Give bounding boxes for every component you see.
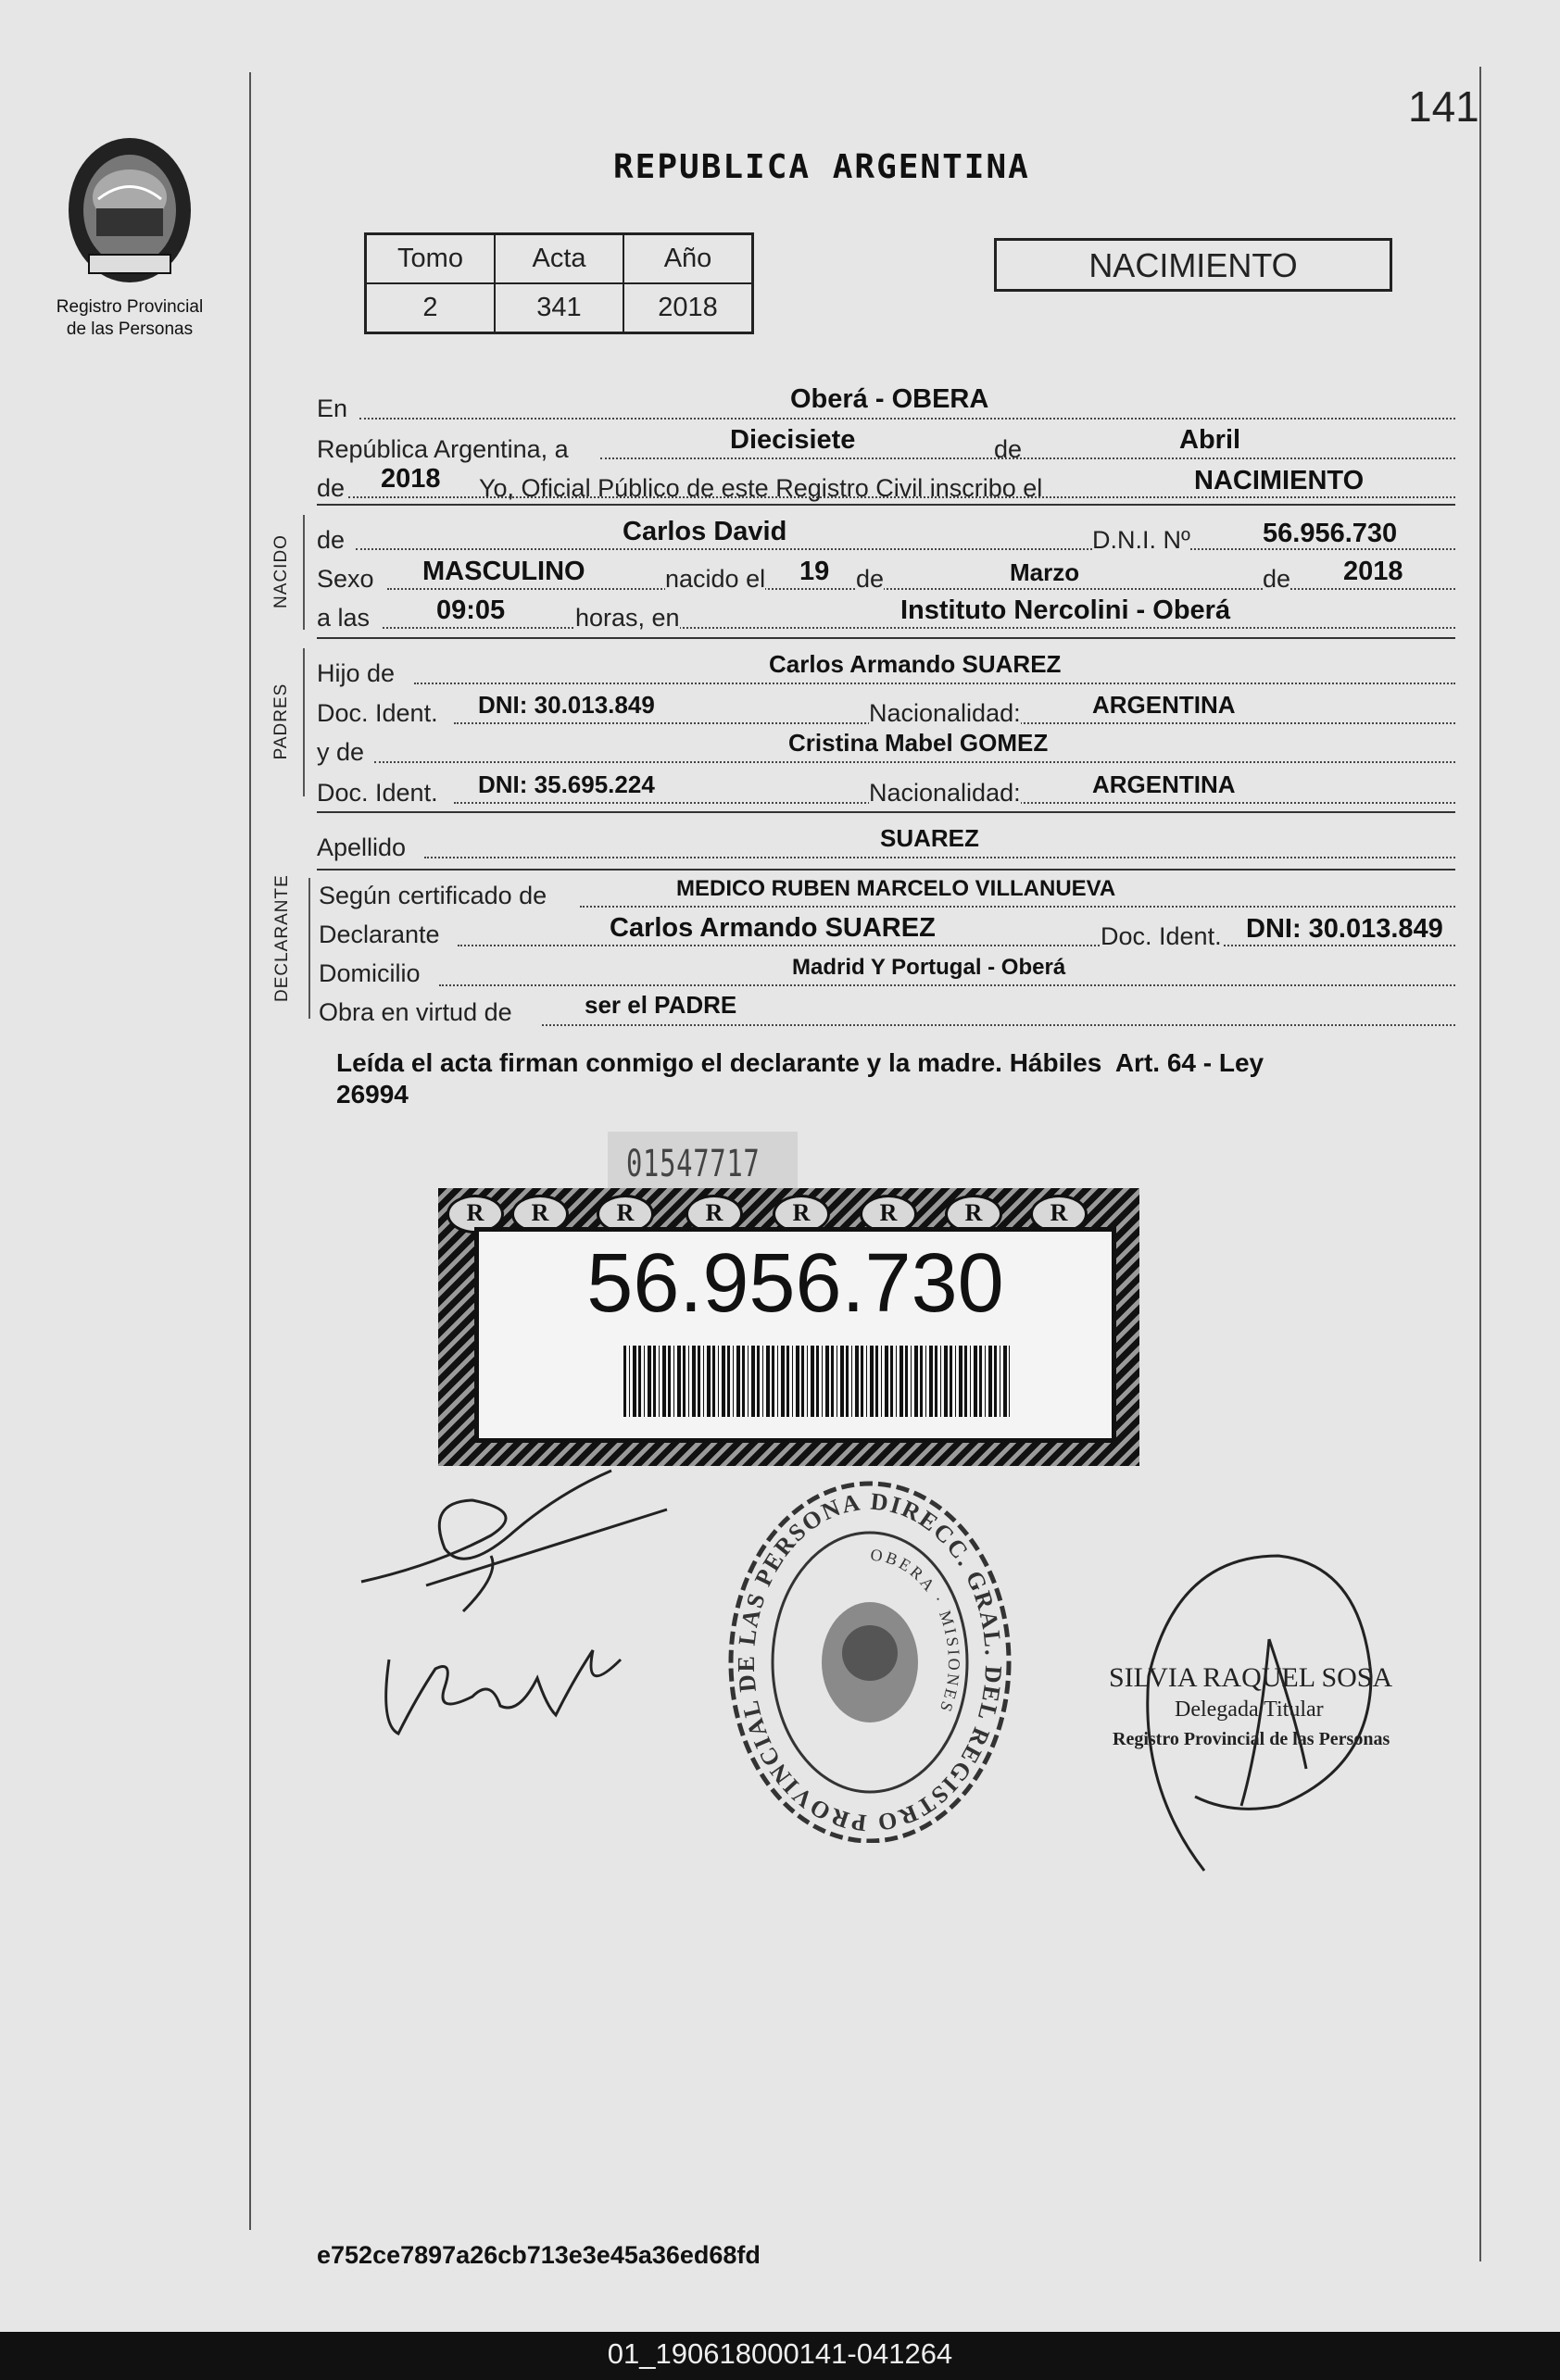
official-seal xyxy=(724,1472,1015,1843)
obra-label: Obra en virtud de xyxy=(319,998,512,1026)
mother-name: Cristina Mabel GOMEZ xyxy=(788,729,1049,757)
ano-header: Año xyxy=(623,234,753,284)
birth-de-label: de xyxy=(856,565,885,593)
r-mark-7: R xyxy=(945,1195,1002,1234)
r-mark-6: R xyxy=(860,1195,917,1234)
dni-label: D.N.I. Nº xyxy=(1092,526,1190,554)
ano-value: 2018 xyxy=(623,283,753,333)
officer-name: SILVIA RAQUEL SOSA xyxy=(1109,1662,1393,1693)
birth-de-label-2: de xyxy=(1263,565,1291,593)
serial-stamp: 01547717 xyxy=(626,1143,761,1185)
nacido-divider xyxy=(303,515,305,630)
en-label: En xyxy=(317,395,348,422)
r-mark-8: R xyxy=(1030,1195,1088,1234)
mother-doc-label: Doc. Ident. xyxy=(317,779,438,807)
registry-table xyxy=(364,232,754,334)
tomo-header: Tomo xyxy=(366,234,496,284)
year: 2018 xyxy=(381,464,441,494)
nacido-label: NACIDO xyxy=(271,534,291,608)
domicilio: Madrid Y Portugal - Oberá xyxy=(792,955,1066,980)
acta-header: Acta xyxy=(495,234,623,284)
hijo-de-label: Hijo de xyxy=(317,659,396,687)
father-doc: DNI: 30.013.849 xyxy=(478,691,655,719)
place: Oberá - OBERA xyxy=(790,384,989,414)
apellido-label: Apellido xyxy=(317,833,407,861)
closing-text-2: 26994 xyxy=(336,1080,409,1109)
tomo-value: 2 xyxy=(366,283,496,333)
record-kind: NACIMIENTO xyxy=(1194,466,1365,495)
day: Diecisiete xyxy=(730,425,856,455)
r-mark-1: R xyxy=(447,1195,504,1234)
footer-id: 01_190618000141-041264 xyxy=(607,2337,953,2370)
child-name: Carlos David xyxy=(623,517,787,546)
officer-office: Registro Provincial de las Personas xyxy=(1113,1729,1390,1749)
logo-caption-1: Registro Provincial xyxy=(56,297,204,317)
republica-label: República Argentina, a xyxy=(317,435,569,463)
a-las-label: a las xyxy=(317,604,371,632)
province-logo xyxy=(61,132,198,288)
padres-label: PADRES xyxy=(271,683,291,760)
horas-label: horas, en xyxy=(575,604,680,632)
declarante-divider xyxy=(308,878,310,1019)
r-mark-3: R xyxy=(597,1195,654,1234)
r-mark-2: R xyxy=(511,1195,569,1234)
r-mark-4: R xyxy=(686,1195,743,1234)
de-label-1: de xyxy=(994,435,1023,463)
domicilio-label: Domicilio xyxy=(319,959,421,987)
father-doc-label: Doc. Ident. xyxy=(317,699,438,727)
de-label-2: de xyxy=(317,474,346,502)
mother-signature xyxy=(371,1622,648,1752)
month: Abril xyxy=(1179,425,1241,455)
declarante-doc-label: Doc. Ident. xyxy=(1101,922,1222,950)
right-margin-line xyxy=(1479,67,1481,2261)
country-title: REPUBLICA ARGENTINA xyxy=(613,148,1030,186)
padres-divider xyxy=(303,648,305,796)
y-de-label: y de xyxy=(317,738,365,766)
birth-month: Marzo xyxy=(1010,558,1080,586)
nacido-de-label: de xyxy=(317,526,346,554)
declarante-doc: DNI: 30.013.849 xyxy=(1246,914,1443,944)
mother-nationality: ARGENTINA xyxy=(1092,770,1236,798)
father-nat-label: Nacionalidad: xyxy=(869,699,1021,727)
seal-outer-text: DIRECC. GRAL. DEL REGISTRO PROVINCIAL DE LAS PERSONA xyxy=(732,1487,1008,1837)
sexo: MASCULINO xyxy=(422,557,585,586)
record-type-box: NACIMIENTO xyxy=(994,238,1392,292)
father-name: Carlos Armando SUAREZ xyxy=(769,650,1062,678)
nacido-el-label: nacido el xyxy=(665,565,766,593)
left-margin-line xyxy=(249,72,251,2230)
officer-title: Delegada Titular xyxy=(1175,1697,1324,1722)
r-mark-5: R xyxy=(773,1195,830,1234)
id-sticker-number: 56.956.730 xyxy=(586,1237,1004,1330)
birth-place: Instituto Nercolini - Oberá xyxy=(900,595,1231,625)
acta-value: 341 xyxy=(495,283,623,333)
document-hash: e752ce7897a26cb713e3e45a36ed68fd xyxy=(317,2241,761,2269)
father-nationality: ARGENTINA xyxy=(1092,691,1236,719)
obra: ser el PADRE xyxy=(585,991,737,1019)
logo-caption-2: de las Personas xyxy=(66,319,194,339)
declarante-name: Carlos Armando SUAREZ xyxy=(610,913,936,943)
child-dni: 56.956.730 xyxy=(1263,519,1398,548)
seal-inner-text: OBERA · MISIONES xyxy=(869,1545,964,1717)
barcode xyxy=(623,1346,1010,1417)
declarante-label: DECLARANTE xyxy=(272,874,292,1002)
apellido-value: SUAREZ xyxy=(880,824,979,852)
segun-label: Según certificado de xyxy=(319,882,547,909)
birth-time: 09:05 xyxy=(436,595,506,625)
birth-year: 2018 xyxy=(1343,557,1403,586)
sexo-label: Sexo xyxy=(317,565,374,593)
declarante-name-label: Declarante xyxy=(319,921,440,948)
closing-text-1: Leída el acta firman conmigo el declarante y la madre. Hábiles Art. 64 - Ley xyxy=(336,1048,1264,1077)
birth-day: 19 xyxy=(799,557,830,586)
declarante-signature xyxy=(352,1463,686,1630)
page-number: 141 xyxy=(1408,82,1479,131)
oficial-text: Yo, Oficial Público de este Registro Civil inscribo el xyxy=(479,474,1043,502)
certificado: MEDICO RUBEN MARCELO VILLANUEVA xyxy=(676,876,1116,901)
mother-nat-label: Nacionalidad: xyxy=(869,779,1021,807)
mother-doc: DNI: 35.695.224 xyxy=(478,770,655,798)
